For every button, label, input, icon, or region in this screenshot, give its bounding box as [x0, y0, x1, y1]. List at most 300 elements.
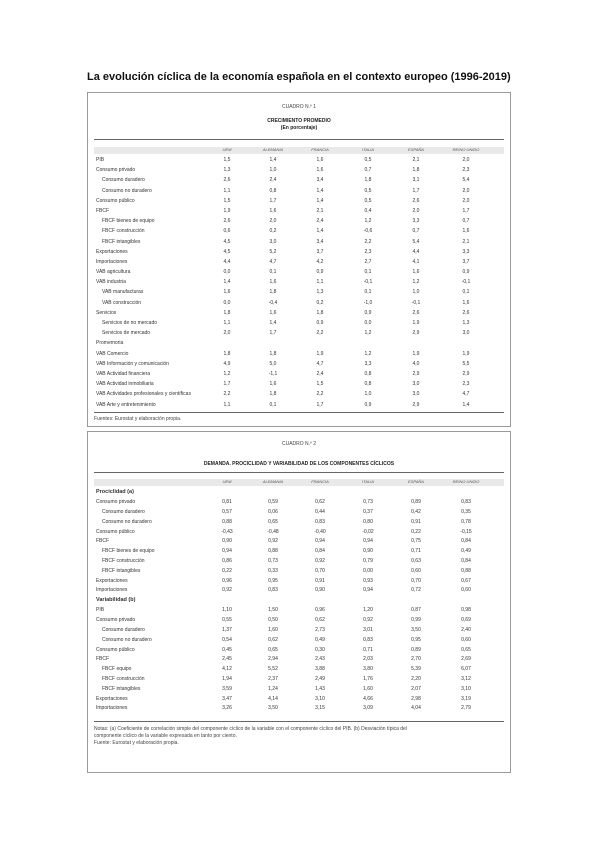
table-cell: 1,1 — [223, 187, 231, 194]
table-cell: 3,59 — [222, 685, 232, 692]
table-2-note-line: componente cíclico de la variable expresada en tanto por ciento. — [94, 733, 237, 739]
table-cell: 2,43 — [315, 656, 325, 663]
table-cell: -1,1 — [268, 370, 278, 377]
table-cell: 4,2 — [316, 258, 324, 265]
table-cell: 6,07 — [461, 666, 471, 673]
row-label: Servicios — [96, 309, 117, 316]
table-cell: 0,8 — [269, 187, 277, 194]
row-label: VAB Actividad financiera — [96, 370, 151, 377]
table-cell: 3,01 — [363, 626, 373, 633]
table-cell: 4,04 — [411, 705, 421, 712]
row-label: FBCF — [96, 207, 110, 214]
row-label: VAB Actividad inmobiliaria — [96, 381, 154, 388]
table-cell: 1,8 — [269, 350, 277, 357]
table-row — [94, 289, 504, 299]
row-label: Consumo público — [96, 646, 135, 653]
table-cell: 0,90 — [222, 538, 232, 545]
table-row — [94, 188, 504, 198]
table-cell: 1,1 — [316, 279, 324, 286]
row-label: Importaciones — [96, 587, 128, 594]
table-cell: 2,37 — [268, 675, 278, 682]
table-cell: 1,4 — [316, 228, 324, 235]
table-row — [94, 381, 504, 391]
table-cell: 1,7 — [462, 207, 470, 214]
table-cell: 0,65 — [268, 646, 278, 653]
table-cell: 3,50 — [411, 626, 421, 633]
table-cell: 0,44 — [315, 508, 325, 515]
table-cell: 0,80 — [363, 518, 373, 525]
table-cell: 2,07 — [411, 685, 421, 692]
table-row — [94, 529, 504, 539]
table-cell: 0,84 — [461, 538, 471, 545]
table-cell: 0,73 — [363, 499, 373, 506]
table-cell: 2,03 — [363, 656, 373, 663]
table-cell: 0,9 — [462, 269, 470, 276]
table-cell: 1,4 — [316, 187, 324, 194]
table-cell: 0,55 — [222, 617, 232, 624]
table-cell: 2,6 — [223, 177, 231, 184]
table-row — [94, 647, 504, 657]
table-cell: 0,37 — [363, 508, 373, 515]
table-cell: 5,0 — [269, 360, 277, 367]
table-cell: -0,15 — [460, 528, 472, 535]
table-row — [94, 509, 504, 519]
table-cell: 1,6 — [462, 299, 470, 306]
table-cell: 0,1 — [269, 269, 277, 276]
table-cell: 0,75 — [411, 538, 421, 545]
table-row — [94, 167, 504, 177]
row-label: Consumo duradero — [102, 508, 145, 515]
table-cell: 4,0 — [412, 360, 420, 367]
table-cell: 0,30 — [315, 646, 325, 653]
table-row — [94, 177, 504, 187]
table-cell: 2,2 — [316, 391, 324, 398]
table-cell: 1,5 — [223, 197, 231, 204]
table-2-header — [94, 479, 504, 486]
table-cell: 2,2 — [316, 330, 324, 337]
table-cell: 0,8 — [364, 381, 372, 388]
row-label: Consumo duradero — [102, 177, 145, 184]
table-1-title-line-1: CRECIMIENTO PROMEDIO — [267, 118, 331, 124]
table-cell: 0,22 — [222, 567, 232, 574]
table-cell: 2,0 — [462, 157, 470, 163]
table-cell: 0,65 — [461, 646, 471, 653]
table-cell: 2,45 — [222, 656, 232, 663]
table-row — [94, 391, 504, 401]
table-row — [94, 320, 504, 330]
table-1-bottom-rule — [94, 412, 504, 413]
row-label: Consumo privado — [96, 617, 136, 624]
row-label: Consumo no duradero — [102, 518, 152, 525]
row-label: Consumo público — [96, 528, 135, 535]
row-label: Exportaciones — [96, 695, 128, 702]
table-cell: 0,88 — [222, 518, 232, 525]
row-label: PIB — [96, 157, 105, 163]
table-cell: 1,2 — [364, 218, 372, 225]
table-cell: 3,4 — [316, 177, 324, 184]
table-cell: 0,1 — [364, 269, 372, 276]
row-label: Consumo no duradero — [102, 187, 152, 194]
table-cell: 0,70 — [411, 577, 421, 584]
table-cell: 2,70 — [411, 656, 421, 663]
table-cell: 0,60 — [411, 567, 421, 574]
table-cell: 0,91 — [315, 577, 325, 584]
table-cell: 0,96 — [222, 577, 232, 584]
row-label: FBCF intangibles — [102, 238, 141, 245]
table-cell: 0,35 — [461, 508, 471, 515]
table-cell: 2,4 — [316, 218, 324, 225]
table-cell: 1,8 — [316, 309, 324, 316]
table-cell: 3,12 — [461, 675, 471, 682]
table-cell: 0,9 — [364, 401, 372, 408]
table-cell: 2,3 — [364, 248, 372, 255]
table-cell: 0,06 — [268, 508, 278, 515]
table-cell: 5,39 — [411, 666, 421, 673]
table-1-col-header: UEM — [222, 147, 232, 152]
row-label: Consumo privado — [96, 499, 136, 506]
table-row — [94, 578, 504, 588]
row-label: FBCF construcción — [102, 557, 145, 564]
table-cell: 0,92 — [268, 538, 278, 545]
table-cell: 0,95 — [268, 577, 278, 584]
table-cell: 0,63 — [411, 557, 421, 564]
table-1-header — [94, 147, 504, 154]
table-row — [94, 666, 504, 676]
table-cell: 3,15 — [315, 705, 325, 712]
table-cell: 3,10 — [315, 695, 325, 702]
table-row — [94, 279, 504, 289]
table-cell: 1,8 — [269, 289, 277, 296]
table-cell: 0,69 — [461, 617, 471, 624]
table-cell: 2,9 — [412, 370, 420, 377]
table-row — [94, 558, 504, 568]
row-label: VAB Información y comunicación — [96, 360, 169, 367]
table-cell: 3,3 — [364, 360, 372, 367]
table-cell: 1,6 — [316, 157, 324, 163]
table-cell: 0,95 — [411, 636, 421, 643]
row-label: VAB Actividades profesionales y científicas — [96, 391, 191, 398]
table-cell: 1,8 — [412, 167, 420, 174]
table-cell: 3,47 — [222, 695, 232, 702]
table-cell: 3,26 — [222, 705, 232, 712]
table-cell: -0,1 — [461, 279, 471, 286]
table-cell: 0,62 — [315, 499, 325, 506]
table-cell: 2,0 — [462, 197, 470, 204]
table-row — [94, 228, 504, 238]
row-label: Consumo duradero — [102, 626, 145, 633]
table-row — [94, 259, 504, 269]
row-label: VAB Arte y entretenimiento — [96, 401, 156, 408]
table-cell: 1,6 — [269, 207, 277, 214]
table-cell: 0,89 — [411, 646, 421, 653]
table-cell: 1,50 — [268, 607, 278, 614]
table-cell: -0,48 — [267, 528, 279, 535]
table-row — [94, 208, 504, 218]
table-cell: 0,94 — [315, 538, 325, 545]
table-cell: 5,52 — [268, 666, 278, 673]
section-heading — [94, 597, 504, 607]
table-cell: 4,4 — [223, 258, 231, 265]
table-cell: 0,45 — [222, 646, 232, 653]
table-cell: 2,7 — [364, 258, 372, 265]
table-cell: 0,96 — [315, 607, 325, 614]
table-cell: 1,20 — [363, 607, 373, 614]
table-row — [94, 157, 504, 167]
table-row — [94, 499, 504, 509]
table-cell: 1,0 — [269, 167, 277, 174]
table-cell: 2,6 — [412, 309, 420, 316]
row-label: VAB industria — [96, 279, 126, 286]
table-cell: 0,92 — [222, 587, 232, 594]
section-heading — [94, 489, 504, 499]
table-cell: 1,4 — [269, 320, 277, 326]
table-cell: 2,0 — [412, 207, 420, 214]
row-label: VAB agricultura — [96, 269, 131, 276]
table-cell: 0,4 — [364, 207, 372, 214]
table-cell: 1,94 — [222, 675, 232, 682]
table-cell: 0,83 — [363, 636, 373, 643]
table-cell: 3,50 — [268, 705, 278, 712]
table-cell: 4,4 — [412, 248, 420, 255]
table-cell: 1,3 — [462, 320, 470, 326]
table-row — [94, 300, 504, 310]
table-cell: 2,98 — [411, 695, 421, 702]
table-2-top-rule — [94, 472, 504, 473]
table-cell: 1,0 — [364, 391, 372, 398]
table-cell: 1,6 — [412, 269, 420, 276]
table-cell: 0,49 — [461, 548, 471, 555]
table-row — [94, 269, 504, 279]
table-row — [94, 310, 504, 320]
table-2-col-header: REINO UNIDO — [452, 479, 480, 484]
table-cell: 3,10 — [461, 685, 471, 692]
table-1-col-header: ITALIA — [362, 147, 374, 152]
table-2-col-header: ALEMANIA — [262, 479, 284, 484]
table-cell: 1,4 — [223, 279, 231, 286]
table-cell: 1,24 — [268, 685, 278, 692]
table-cell: 5,4 — [462, 177, 470, 184]
table-cell: 0,83 — [268, 587, 278, 594]
table-cell: 2,79 — [461, 705, 471, 712]
table-row — [94, 519, 504, 529]
table-cell: -0,1 — [363, 279, 373, 286]
row-label: Importaciones — [96, 705, 128, 712]
table-cell: 1,2 — [412, 279, 420, 286]
table-1-frame — [87, 92, 511, 427]
row-label: Consumo no duradero — [102, 636, 152, 643]
table-cell: 0,94 — [363, 587, 373, 594]
table-cell: 1,7 — [316, 401, 324, 408]
table-2-frame — [87, 431, 511, 773]
table-cell: 0,7 — [412, 228, 420, 235]
table-row — [94, 568, 504, 578]
table-cell: 0,9 — [316, 320, 324, 326]
table-cell: 2,40 — [461, 626, 471, 633]
table-cell: 0,60 — [461, 636, 471, 643]
table-cell: 0,2 — [316, 299, 324, 306]
row-label: Prociclidad (a) — [96, 489, 134, 495]
table-cell: 2,20 — [411, 675, 421, 682]
table-cell: 1,8 — [223, 350, 231, 357]
table-cell: 2,9 — [412, 401, 420, 408]
table-cell: 1,9 — [412, 320, 420, 326]
table-cell: -0,43 — [221, 528, 233, 535]
table-1-body — [94, 157, 504, 412]
table-cell: 2,2 — [223, 391, 231, 398]
table-cell: 1,6 — [223, 289, 231, 296]
table-cell: -0,1 — [411, 299, 421, 306]
table-cell: 0,78 — [461, 518, 471, 525]
table-cell: 4,14 — [268, 695, 278, 702]
table-cell: 2,0 — [269, 218, 277, 225]
table-cell: 1,7 — [412, 187, 420, 194]
row-label: Importaciones — [96, 258, 128, 265]
table-cell: 0,00 — [363, 567, 373, 574]
table-cell: 0,89 — [411, 499, 421, 506]
table-1-col-header: REINO UNIDO — [452, 147, 480, 152]
table-cell: 1,2 — [364, 350, 372, 357]
table-cell: 0,9 — [316, 269, 324, 276]
table-1-footnote: Fuentes: Eurostat y elaboración propia. — [94, 416, 182, 422]
table-cell: 0,33 — [268, 567, 278, 574]
table-cell: 3,7 — [316, 248, 324, 255]
table-cell: 1,9 — [316, 350, 324, 357]
table-cell: 3,0 — [412, 381, 420, 388]
table-cell: 2,94 — [268, 656, 278, 663]
table-cell: 0,92 — [363, 617, 373, 624]
table-row — [94, 371, 504, 381]
table-row — [94, 198, 504, 208]
table-cell: 3,1 — [412, 177, 420, 184]
table-cell: 0,88 — [461, 567, 471, 574]
table-cell: 2,9 — [462, 370, 470, 377]
table-row — [94, 249, 504, 259]
table-1-number: CUADRO N.º 1 — [281, 104, 317, 110]
table-row — [94, 330, 504, 340]
row-label: Consumo privado — [96, 167, 136, 174]
table-cell: 0,73 — [268, 557, 278, 564]
table-cell: 3,09 — [363, 705, 373, 712]
row-label: FBCF bienes de equipo — [102, 548, 155, 555]
table-cell: 0,94 — [363, 538, 373, 545]
table-cell: 1,6 — [269, 279, 277, 286]
table-row — [94, 637, 504, 647]
table-cell: 0,59 — [268, 499, 278, 506]
table-1-title — [88, 118, 510, 132]
row-label: VAB Comercio — [96, 350, 129, 357]
table-cell: 0,54 — [222, 636, 232, 643]
table-2-col-header: UEM — [222, 479, 232, 484]
table-1-col-header: ESPAÑA — [408, 147, 424, 152]
table-cell: 3,0 — [462, 330, 470, 337]
row-label: Servicios de no mercado — [102, 320, 158, 326]
table-cell: 0,49 — [315, 636, 325, 643]
table-cell: 0,88 — [268, 548, 278, 555]
table-cell: 1,1 — [223, 320, 231, 326]
table-cell: 2,0 — [462, 187, 470, 194]
row-label: VAB manufacturas — [102, 289, 144, 296]
table-row — [94, 686, 504, 696]
table-cell: 1,4 — [316, 197, 324, 204]
table-cell: 0,1 — [462, 289, 470, 296]
table-cell: 1,8 — [364, 177, 372, 184]
table-1-top-rule — [94, 139, 504, 140]
table-cell: 0,94 — [222, 548, 232, 555]
table-cell: 0,84 — [461, 557, 471, 564]
table-cell: 4,7 — [462, 391, 470, 398]
table-cell: 3,7 — [462, 258, 470, 265]
row-label: FBCF intangibles — [102, 567, 141, 574]
table-cell: 3,3 — [412, 218, 420, 225]
table-cell: 0,42 — [411, 508, 421, 515]
table-cell: 0,1 — [364, 289, 372, 296]
table-2-title: DEMANDA. PROCICLIDAD Y VARIABILIDAD DE LOS COMPONENTES CÍCLICOS — [203, 461, 395, 467]
table-cell: 2,6 — [412, 197, 420, 204]
table-cell: -0,02 — [362, 528, 374, 535]
table-cell: 2,6 — [223, 218, 231, 225]
table-cell: 2,49 — [315, 675, 325, 682]
row-label: Promemoria — [96, 340, 124, 347]
table-row — [94, 239, 504, 249]
table-cell: 3,3 — [462, 248, 470, 255]
table-cell: 0,5 — [364, 197, 372, 204]
table-cell: -0,4 — [268, 299, 278, 306]
table-cell: 0,70 — [315, 567, 325, 574]
row-label: FBCF bienes de equipo — [102, 218, 155, 225]
table-cell: 2,1 — [462, 238, 470, 245]
table-cell: 0,0 — [364, 320, 372, 326]
table-cell: 4,66 — [363, 695, 373, 702]
table-row — [94, 696, 504, 706]
table-cell: -1,0 — [363, 299, 373, 306]
table-cell: 0,79 — [363, 557, 373, 564]
table-cell: 1,5 — [316, 381, 324, 388]
table-cell: 0,87 — [411, 607, 421, 614]
row-label: Servicios de mercado — [102, 330, 151, 337]
table-row — [94, 676, 504, 686]
table-cell: 3,19 — [461, 695, 471, 702]
table-cell: 0,1 — [269, 401, 277, 408]
table-cell: 1,9 — [412, 350, 420, 357]
table-1-title-line-2: (En porcentaje) — [280, 125, 318, 131]
table-cell: 2,4 — [269, 177, 277, 184]
table-row — [94, 538, 504, 548]
row-label: Consumo público — [96, 197, 135, 204]
row-label: VAB construcción — [102, 299, 142, 306]
table-cell: 1,4 — [462, 401, 470, 408]
table-row — [94, 607, 504, 617]
table-cell: 1,6 — [269, 309, 277, 316]
table-cell: 0,71 — [411, 548, 421, 555]
table-cell: 3,80 — [363, 666, 373, 673]
table-cell: 4,5 — [223, 248, 231, 255]
table-cell: 2,2 — [364, 238, 372, 245]
table-cell: 1,7 — [223, 381, 231, 388]
table-cell: -0,6 — [363, 228, 373, 235]
table-cell: 1,7 — [269, 197, 277, 204]
table-cell: 5,5 — [462, 360, 470, 367]
table-cell: 2,73 — [315, 626, 325, 633]
table-cell: 0,86 — [222, 557, 232, 564]
table-cell: 1,9 — [223, 207, 231, 214]
table-cell: 2,0 — [223, 330, 231, 337]
table-cell: 4,7 — [269, 258, 277, 265]
row-label: Exportaciones — [96, 577, 128, 584]
table-cell: 1,7 — [269, 330, 277, 337]
table-cell: 0,92 — [315, 557, 325, 564]
table-2-number: CUADRO N.º 2 — [281, 441, 317, 447]
table-2-note-line: Notas: (a) Coeficiente de correlación simple del componente cíclico de la variable con el componente cíclico del PIB. (b) Desviación típica del — [94, 726, 407, 732]
